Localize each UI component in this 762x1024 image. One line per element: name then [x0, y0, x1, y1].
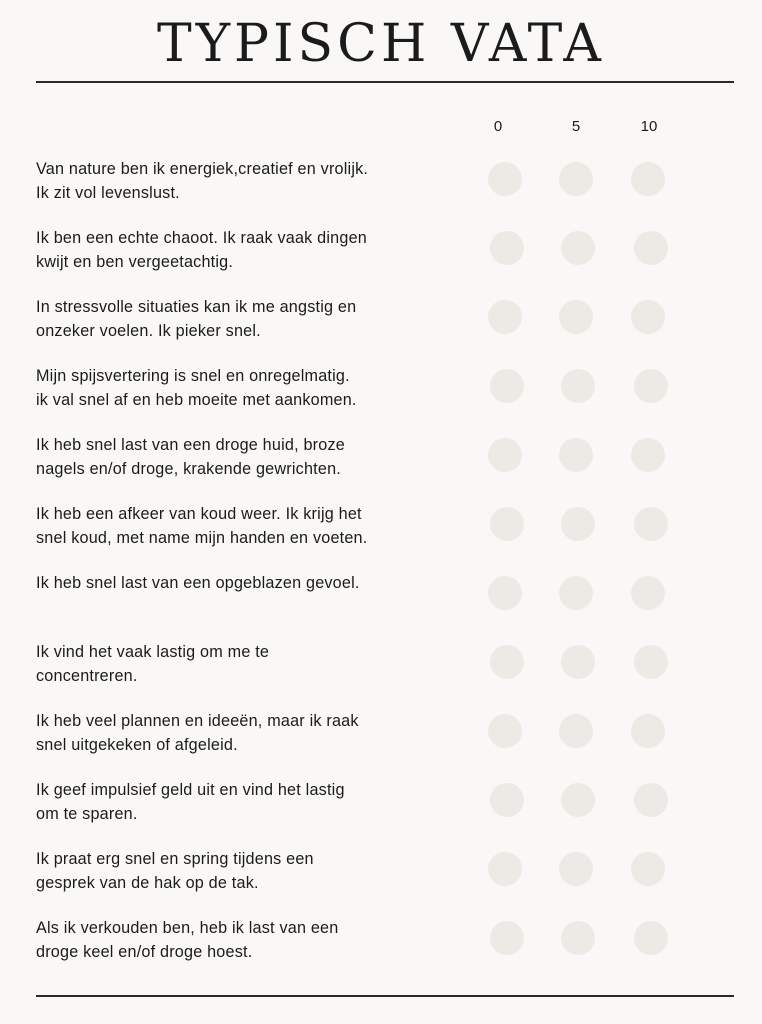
page-title: TYPISCH VATA	[157, 14, 605, 74]
rating-circle-10[interactable]	[634, 369, 668, 403]
rating-circle-5[interactable]	[561, 645, 595, 679]
scale-label-5: 5	[571, 118, 581, 135]
rating-circle-5[interactable]	[561, 507, 595, 541]
rating-circle-0[interactable]	[490, 369, 524, 403]
rating-circle-0[interactable]	[490, 783, 524, 817]
rating-circle-10[interactable]	[631, 162, 665, 196]
question-text: Ik heb een afkeer van koud weer. Ik krijg het snel koud, met name mijn handen en voeten.	[36, 505, 368, 547]
rating-circle-10[interactable]	[631, 300, 665, 334]
rating-circle-10[interactable]	[631, 714, 665, 748]
rating-circle-5[interactable]	[559, 714, 593, 748]
question-text: Ik geef impulsief geld uit en vind het lastig om te sparen.	[36, 781, 345, 823]
rating-circle-0[interactable]	[490, 921, 524, 955]
bottom-divider	[36, 995, 734, 997]
question-text: In stressvolle situaties kan ik me angstig en onzeker voelen. Ik pieker snel.	[36, 298, 357, 340]
rating-circle-0[interactable]	[488, 438, 522, 472]
rating-circle-0[interactable]	[490, 231, 524, 265]
rating-circle-5[interactable]	[561, 369, 595, 403]
rating-circle-10[interactable]	[634, 921, 668, 955]
rating-circle-10[interactable]	[634, 507, 668, 541]
rating-circle-0[interactable]	[488, 576, 522, 610]
rating-circle-10[interactable]	[634, 783, 668, 817]
question-text: Ik praat erg snel en spring tijdens een gesprek van de hak op de tak.	[36, 850, 314, 892]
question-text: Ik heb snel last van een droge huid, broze nagels en/of droge, krakende gewrichten.	[36, 436, 345, 478]
rating-circle-10[interactable]	[634, 645, 668, 679]
rating-circle-5[interactable]	[559, 852, 593, 886]
rating-circle-0[interactable]	[488, 300, 522, 334]
rating-circle-0[interactable]	[490, 645, 524, 679]
rating-circle-5[interactable]	[561, 231, 595, 265]
question-text: Ik vind het vaak lastig om me te concentreren.	[36, 643, 270, 685]
scale-label-10: 10	[640, 118, 658, 135]
top-divider	[36, 81, 734, 83]
question-text: Ik ben een echte chaoot. Ik raak vaak dingen kwijt en ben vergeetachtig.	[36, 229, 367, 271]
question-text: Ik heb veel plannen en ideeën, maar ik raak snel uitgekeken of afgeleid.	[36, 712, 359, 754]
rating-circle-10[interactable]	[631, 576, 665, 610]
rating-circle-0[interactable]	[488, 852, 522, 886]
rating-circle-0[interactable]	[490, 507, 524, 541]
rating-circle-5[interactable]	[559, 438, 593, 472]
rating-circle-10[interactable]	[631, 852, 665, 886]
rating-circle-5[interactable]	[559, 576, 593, 610]
rating-circle-5[interactable]	[559, 300, 593, 334]
rating-circle-10[interactable]	[631, 438, 665, 472]
question-text: Mijn spijsvertering is snel en onregelmatig. ik val snel af en heb moeite met aankomen.	[36, 367, 357, 409]
rating-circle-10[interactable]	[634, 231, 668, 265]
rating-circle-0[interactable]	[488, 714, 522, 748]
question-text: Van nature ben ik energiek,creatief en vrolijk. Ik zit vol levenslust.	[36, 160, 369, 202]
rating-circle-5[interactable]	[561, 921, 595, 955]
rating-circle-5[interactable]	[559, 162, 593, 196]
question-text: Als ik verkouden ben, heb ik last van een droge keel en/of droge hoest.	[36, 919, 339, 961]
scale-label-0: 0	[493, 118, 503, 135]
rating-circle-5[interactable]	[561, 783, 595, 817]
question-text: Ik heb snel last van een opgeblazen gevoel.	[36, 574, 360, 592]
rating-circle-0[interactable]	[488, 162, 522, 196]
